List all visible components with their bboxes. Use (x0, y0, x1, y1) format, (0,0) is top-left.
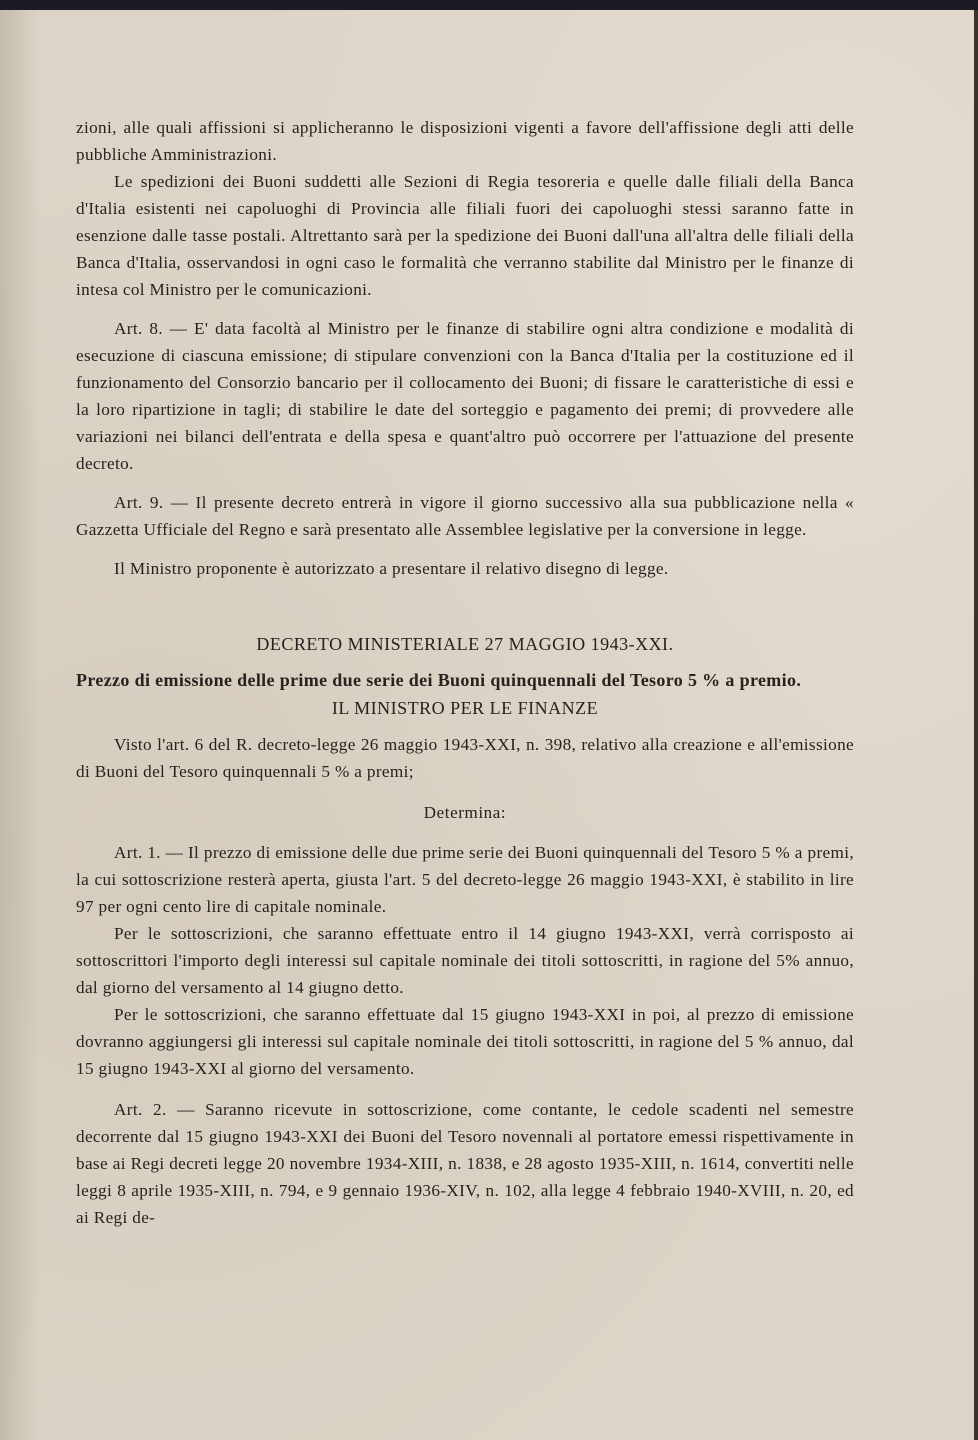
document-body (76, 114, 854, 1231)
paragraph-spedizioni: Le spedizioni dei Buoni suddetti alle Sezioni di Regia tesoreria e quelle dalle filiali della Banca d'Italia esistenti nei capoluoghi di Provincia alle filiali fuori dei capoluoghi stessi saranno fatte in esenzione dalle tasse postali. Altrettanto sarà per la spedizione dei Buoni dall'una all'altra delle filiali della Banca d'Italia, osservandosi in ogni caso le formalità che verranno stabilite dal Ministro per le finanze di intesa col Ministro per le comunicazioni. (76, 172, 854, 299)
visto-paragraph: Visto l'art. 6 del R. decreto-legge 26 maggio 1943-XXI, n. 398, relativo alla creazione e all'emissione di Buoni del Tesoro quinquennali 5 % a premi; (76, 735, 854, 781)
article-8: Art. 8. — E' data facoltà al Ministro per le finanze di stabilire ogni altra condizione e modalità di esecuzione di ciascuna emissione; di stipulare convenzioni con la Banca d'Italia per la costituzione ed il funzionamento del Consorzio bancario per il collocamento dei Buoni; di fissare le caratteristiche di essi e la loro ripartizione in tagli; di stabilire le date del sorteggio e pagamento dei premi; di provvedere alle variazioni nei bilanci dell'entrata e della spesa e quant'altro può occorrere per l'attuazione del presente decreto. (76, 319, 854, 473)
minister-heading: IL MINISTRO PER LE FINANZE (331, 698, 599, 718)
decree-title: DECRETO MINISTERIALE 27 MAGGIO 1943-XXI. (256, 634, 674, 654)
article-9: Art. 9. — Il presente decreto entrerà in vigore il giorno successivo alla sua pubblicazione nella « Gazzetta Ufficiale del Regno e sarà presentato alle Assemblee legislative per la conversione in legge. (76, 493, 854, 539)
scan-top-edge (0, 0, 978, 10)
minister-authorization: Il Ministro proponente è autorizzato a presentare il relativo disegno di legge. (114, 559, 669, 578)
article-1-paragraph-3: Per le sottoscrizioni, che saranno effettuate dal 15 giugno 1943-XXI in poi, al prezzo di emissione dovranno aggiungersi gli interessi sul capitale nominale dei titoli sottoscritti, in ragione del 5 % annuo, dal 15 giugno 1943-XXI al giorno del versamento. (76, 1005, 854, 1078)
article-1-paragraph-1: Art. 1. — Il prezzo di emissione delle due prime serie dei Buoni quinquennali del Tesoro 5 % a premi, la cui sottoscrizione resterà aperta, giusta l'art. 5 del decreto-legge 26 maggio 1943-XXI, è stabilito in lire 97 per ogni cento lire di capitale nominale. (76, 843, 854, 916)
article-1-paragraph-2: Per le sottoscrizioni, che saranno effettuate entro il 14 giugno 1943-XXI, verrà corrisposto ai sottoscrittori l'importo degli interessi sul capitale nominale dei titoli sottoscritti, in ragione del 5% annuo, dal giorno del versamento al 14 giugno detto. (76, 924, 854, 997)
determina-heading: Determina: (423, 803, 507, 822)
document-page (0, 10, 978, 1440)
article-2: Art. 2. — Saranno ricevute in sottoscrizione, come contante, le cedole scadenti nel semestre decorrente dal 15 giugno 1943-XXI dei Buoni del Tesoro novennali al portatore emessi rispettivamente in base ai Regi decreti legge 20 novembre 1934-XIII, n. 1838, e 28 agosto 1935-XIII, n. 1614, convertiti nelle leggi 8 aprile 1935-XIII, n. 794, e 9 gennaio 1936-XIV, n. 102, alla legge 4 febbraio 1940-XVIII, n. 20, ed ai Regi de- (76, 1100, 854, 1227)
page-right-edge (974, 10, 978, 1440)
paragraph-continuation: zioni, alle quali affissioni si applicheranno le disposizioni vigenti a favore dell'affissione degli atti delle pubbliche Amministrazioni. (76, 118, 854, 164)
decree-subtitle: Prezzo di emissione delle prime due serie dei Buoni quinquennali del Tesoro 5 % a premio. (76, 670, 802, 690)
